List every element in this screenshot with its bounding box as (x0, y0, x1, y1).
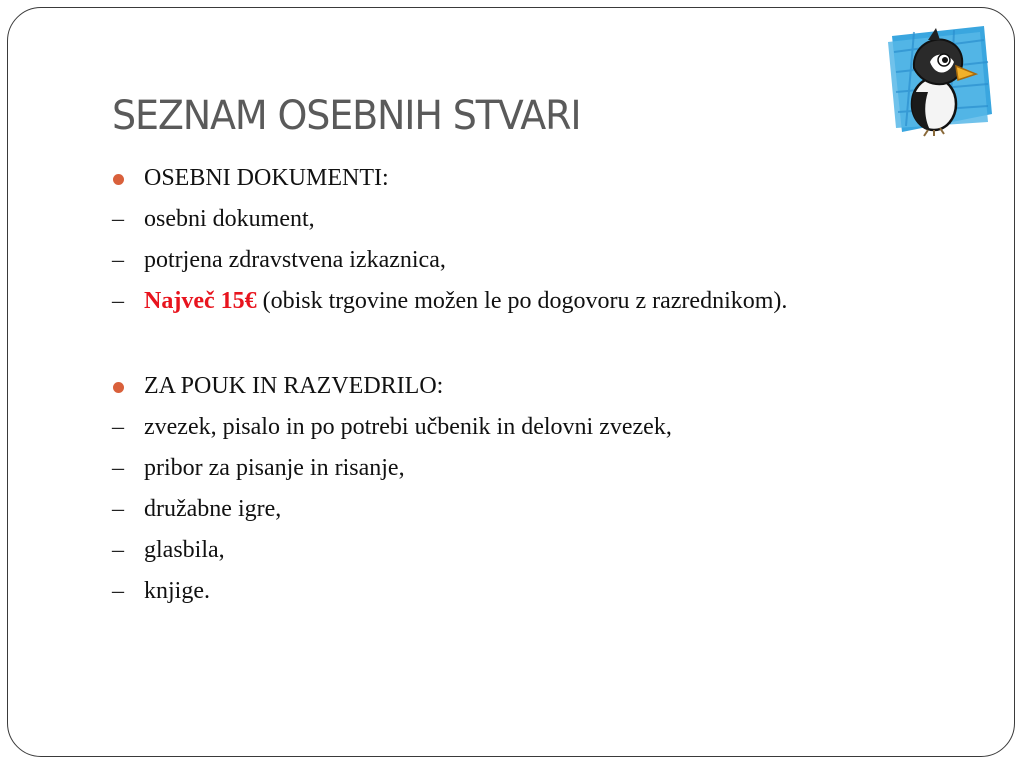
list-item (112, 534, 832, 566)
dash-icon: – (112, 455, 124, 481)
list-item (112, 203, 832, 235)
list-item (112, 452, 832, 484)
bullet-dot-icon (113, 382, 124, 393)
section-heading-leisure (112, 370, 832, 402)
bird-mascot-icon (884, 22, 996, 138)
dash-icon: – (112, 247, 124, 273)
list-item (112, 493, 832, 525)
slide-title: SEZNAM OSEBNIH STVARI (112, 93, 581, 139)
section-heading-label: OSEBNI DOKUMENTI: (144, 165, 389, 191)
list-item-text: knjige. (144, 578, 210, 604)
money-note: (obisk trgovine možen le po dogovoru z razrednikom). (256, 288, 788, 314)
section-heading-label: ZA POUK IN RAZVEDRILO: (144, 373, 444, 399)
money-highlight: Največ 15€ (144, 288, 257, 314)
dash-icon: – (112, 496, 124, 522)
list-item-text: zvezek, pisalo in po potrebi učbenik in delovni zvezek, (144, 414, 672, 440)
list-item (112, 575, 832, 607)
slide-content (112, 162, 832, 616)
list-item (112, 244, 832, 276)
dash-icon: – (112, 578, 124, 604)
dash-icon: – (112, 537, 124, 563)
dash-icon: – (112, 206, 124, 232)
list-item-money (112, 285, 832, 317)
dash-icon: – (112, 414, 124, 440)
section-heading-documents (112, 162, 832, 194)
list-item-text: potrjena zdravstvena izkaznica, (144, 247, 446, 273)
list-item (112, 411, 832, 443)
list-item-text: osebni dokument, (144, 206, 315, 232)
list-item-text: glasbila, (144, 537, 225, 563)
bullet-dot-icon (113, 174, 124, 185)
list-item-text: pribor za pisanje in risanje, (144, 455, 405, 481)
list-item-text: družabne igre, (144, 496, 282, 522)
dash-icon: – (112, 288, 124, 314)
